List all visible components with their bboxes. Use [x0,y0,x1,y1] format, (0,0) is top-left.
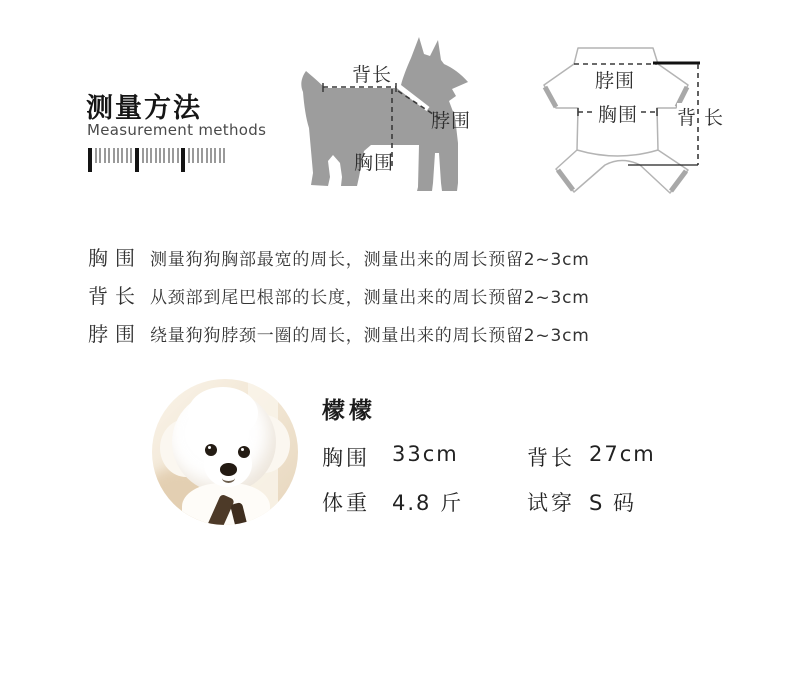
dog-eye-glint [241,448,244,451]
stat-label-chest: 胸围 [322,446,370,470]
dog-eye-glint [208,446,211,449]
model-dog-photo [152,379,298,525]
garment-back-length-char-1: 背 [677,103,697,130]
dog-mouth [222,473,235,483]
garment-neck-girth-label: 脖围 [595,70,636,92]
ruler-icon [88,148,228,172]
dog-chest-girth-label: 胸围 [354,152,395,174]
stat-value-size: S 码 [589,491,637,515]
garment-back-length-char-2: 长 [704,103,724,130]
dog-eye-right [238,446,250,458]
page-subtitle: Measurement methods [87,121,267,139]
stat-label-size: 试穿 [527,491,575,515]
stat-value-weight: 4.8 斤 [392,491,464,515]
instruction-text: 测量狗狗胸部最宽的周长，测量出来的周长预留2~3cm [150,250,590,270]
dog-head-fluff [188,387,258,439]
instruction-label: 脖围 [88,322,142,346]
stat-value-chest: 33cm [392,442,459,466]
stat-label-weight: 体重 [322,491,370,515]
dog-eye-left [205,444,217,456]
dog-neck-girth-label: 脖围 [431,110,472,132]
instruction-text: 绕量狗狗脖颈一圈的周长，测量出来的周长预留2~3cm [150,326,590,346]
garment-back-length-label [677,103,724,130]
instruction-label: 胸围 [88,246,142,270]
model-stats-grid [322,442,656,517]
stat-label-back: 背长 [527,446,575,470]
instruction-label: 背长 [88,284,142,308]
instruction-row-back [88,280,708,308]
instruction-list [88,242,708,346]
garment-chest-girth-label: 胸围 [596,100,640,127]
stat-value-back: 27cm [589,442,656,466]
instruction-row-chest [88,242,708,270]
instruction-row-neck [88,318,708,346]
model-dog-name: 檬檬 [322,398,376,424]
dog-back-length-label: 背长 [352,64,393,86]
instruction-text: 从颈部到尾巴根部的长度，测量出来的周长预留2~3cm [150,288,590,308]
page-title: 测量方法 [86,93,202,124]
